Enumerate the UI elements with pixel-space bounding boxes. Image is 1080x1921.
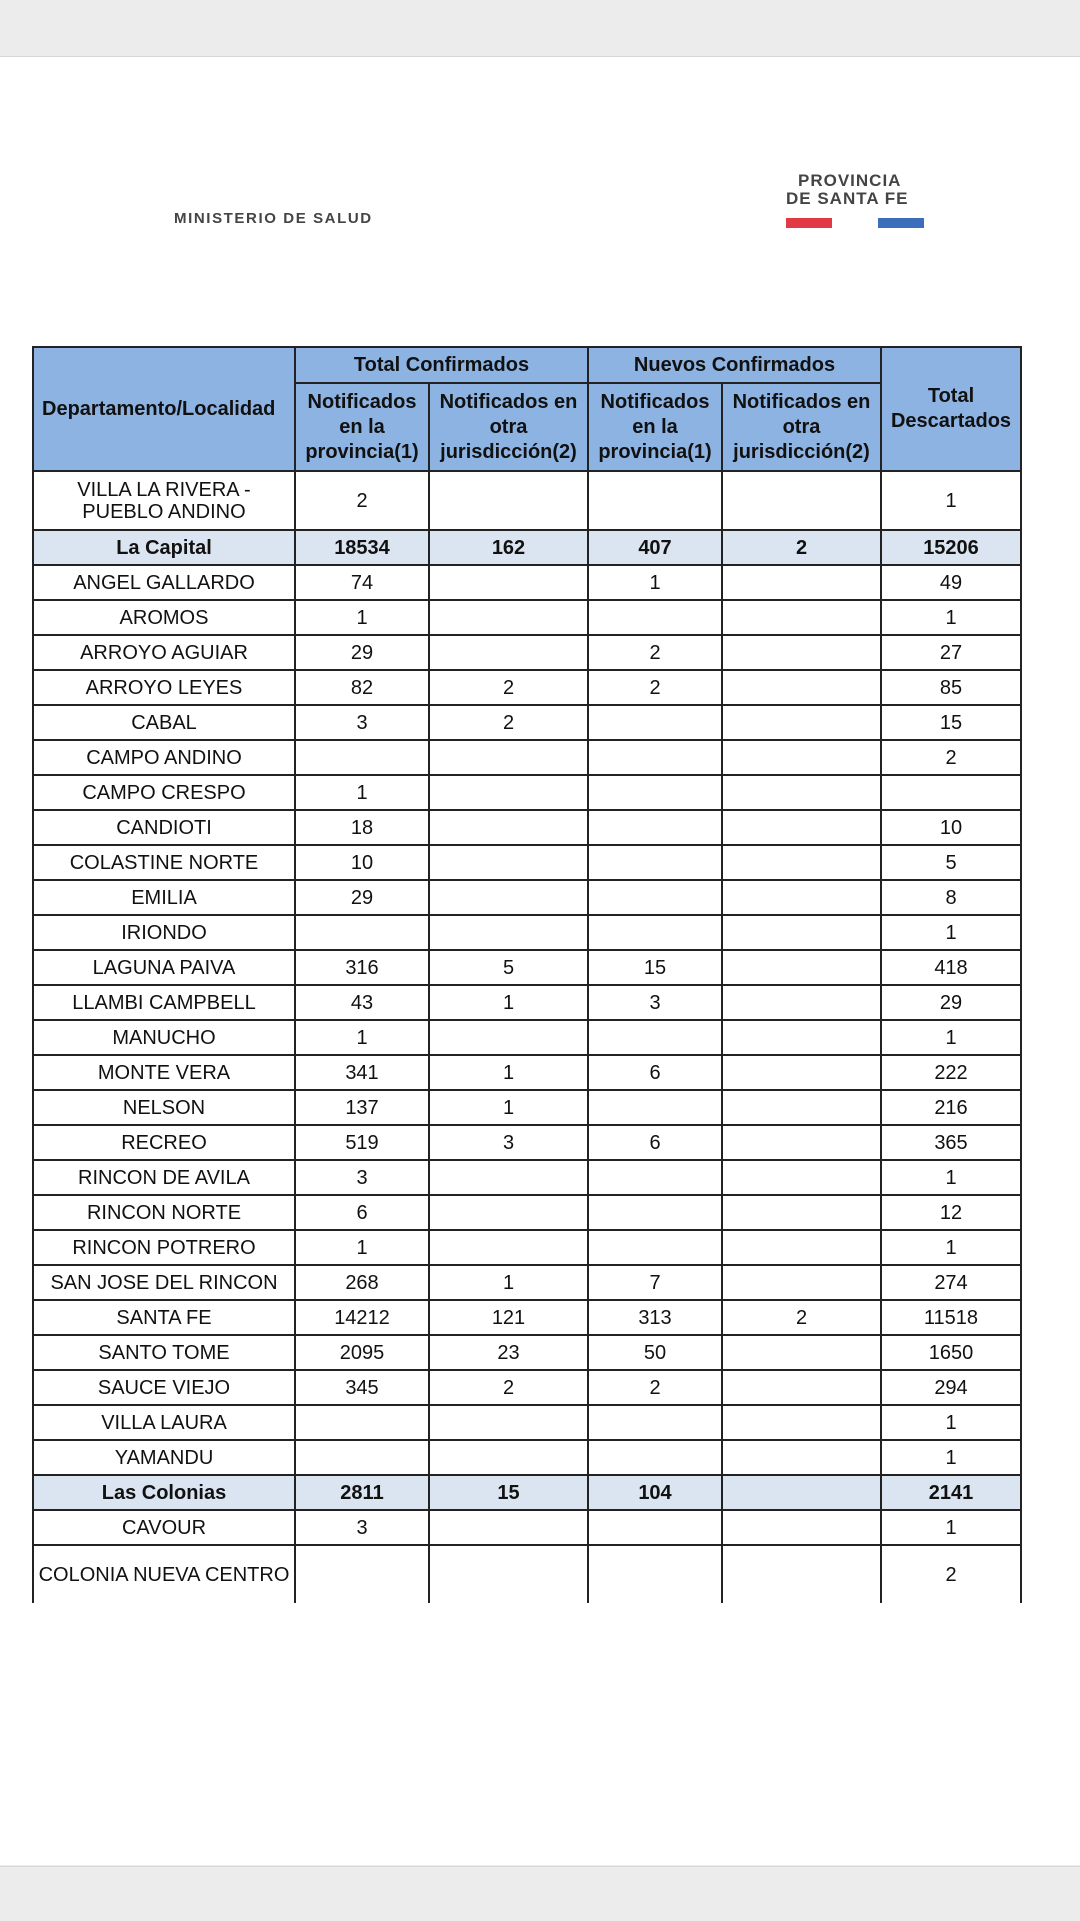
cell-tc-prov: 74 [295, 565, 429, 600]
cell-desc: 12 [881, 1195, 1021, 1230]
cell-tc-prov: 2 [295, 471, 429, 530]
cell-tc-prov: 341 [295, 1055, 429, 1090]
cell-tc-otra: 1 [429, 1055, 588, 1090]
row-name: CANDIOTI [33, 810, 295, 845]
cell-nc-otra [722, 810, 881, 845]
table-row [33, 880, 1021, 915]
table-row [33, 950, 1021, 985]
table-row [33, 670, 1021, 705]
table-row [33, 1020, 1021, 1055]
cell-tc-prov [295, 1545, 429, 1603]
cell-tc-prov: 10 [295, 845, 429, 880]
cell-nc-otra [722, 845, 881, 880]
cell-tc-otra: 121 [429, 1300, 588, 1335]
row-name: La Capital [33, 530, 295, 565]
cell-tc-prov: 29 [295, 880, 429, 915]
cell-tc-prov: 345 [295, 1370, 429, 1405]
table-row [33, 1335, 1021, 1370]
row-name: MANUCHO [33, 1020, 295, 1055]
cell-nc-prov: 7 [588, 1265, 722, 1300]
cell-tc-prov: 43 [295, 985, 429, 1020]
cell-tc-prov: 1 [295, 775, 429, 810]
cell-desc: 8 [881, 880, 1021, 915]
cell-nc-prov [588, 1510, 722, 1545]
header-dept: Departamento/Localidad [33, 347, 295, 471]
cell-tc-prov: 268 [295, 1265, 429, 1300]
row-name: SANTA FE [33, 1300, 295, 1335]
cell-nc-otra [722, 471, 881, 530]
cell-nc-prov: 2 [588, 1370, 722, 1405]
cell-nc-otra [722, 1265, 881, 1300]
row-name: SAN JOSE DEL RINCON [33, 1265, 295, 1300]
cell-nc-prov: 3 [588, 985, 722, 1020]
cell-nc-prov [588, 1020, 722, 1055]
cell-tc-prov [295, 1440, 429, 1475]
cell-nc-otra [722, 1370, 881, 1405]
cell-desc: 1650 [881, 1335, 1021, 1370]
province-logo [786, 172, 926, 228]
table-row [33, 1230, 1021, 1265]
table-row [33, 565, 1021, 600]
row-name: SAUCE VIEJO [33, 1370, 295, 1405]
row-name: EMILIA [33, 880, 295, 915]
cell-desc: 1 [881, 1160, 1021, 1195]
table-row [33, 1440, 1021, 1475]
cell-tc-prov: 82 [295, 670, 429, 705]
cell-tc-otra [429, 1440, 588, 1475]
cell-desc: 1 [881, 1020, 1021, 1055]
cell-tc-prov: 316 [295, 950, 429, 985]
row-name: CAVOUR [33, 1510, 295, 1545]
cell-nc-otra [722, 565, 881, 600]
cell-tc-otra: 1 [429, 1090, 588, 1125]
table-row [33, 1405, 1021, 1440]
cell-nc-prov [588, 1090, 722, 1125]
cell-nc-prov: 104 [588, 1475, 722, 1510]
table-body [33, 471, 1021, 1603]
cell-tc-otra [429, 775, 588, 810]
cell-tc-otra [429, 810, 588, 845]
row-name: YAMANDU [33, 1440, 295, 1475]
row-name: NELSON [33, 1090, 295, 1125]
cell-nc-prov [588, 600, 722, 635]
table-row [33, 1090, 1021, 1125]
cell-nc-otra [722, 1090, 881, 1125]
cell-tc-prov: 3 [295, 1160, 429, 1195]
row-name: VILLA LAURA [33, 1405, 295, 1440]
row-name: VILLA LA RIVERA - PUEBLO ANDINO [33, 471, 295, 530]
table-row [33, 1125, 1021, 1160]
cell-desc: 85 [881, 670, 1021, 705]
row-name: IRIONDO [33, 915, 295, 950]
document-page [0, 57, 1080, 1865]
cell-nc-prov [588, 915, 722, 950]
cell-desc: 1 [881, 1405, 1021, 1440]
table-row [33, 635, 1021, 670]
department-row [33, 1475, 1021, 1510]
cell-nc-otra [722, 1405, 881, 1440]
cell-tc-otra [429, 1020, 588, 1055]
cell-nc-otra [722, 635, 881, 670]
cell-desc: 1 [881, 600, 1021, 635]
cell-nc-otra [722, 1440, 881, 1475]
cell-tc-otra: 3 [429, 1125, 588, 1160]
header-total-descartados: Total Descartados [881, 347, 1021, 471]
row-name: RECREO [33, 1125, 295, 1160]
cell-nc-otra [722, 600, 881, 635]
department-row [33, 530, 1021, 565]
cell-desc: 1 [881, 1440, 1021, 1475]
row-name: AROMOS [33, 600, 295, 635]
cell-tc-otra [429, 600, 588, 635]
cell-desc: 5 [881, 845, 1021, 880]
cell-tc-otra [429, 740, 588, 775]
cell-tc-prov: 2811 [295, 1475, 429, 1510]
cell-desc: 10 [881, 810, 1021, 845]
row-name: SANTO TOME [33, 1335, 295, 1370]
cell-tc-otra [429, 1195, 588, 1230]
cell-nc-prov: 313 [588, 1300, 722, 1335]
cell-tc-prov [295, 1405, 429, 1440]
cell-tc-prov: 137 [295, 1090, 429, 1125]
cell-nc-prov [588, 1440, 722, 1475]
cell-tc-otra [429, 635, 588, 670]
cell-nc-prov: 2 [588, 670, 722, 705]
cell-desc: 2 [881, 1545, 1021, 1603]
cell-nc-prov: 15 [588, 950, 722, 985]
cell-tc-otra: 2 [429, 705, 588, 740]
cell-tc-otra: 162 [429, 530, 588, 565]
cell-tc-prov: 2095 [295, 1335, 429, 1370]
cell-tc-prov: 1 [295, 600, 429, 635]
header-tc-notif-prov: Notificados en la provincia(1) [295, 383, 429, 471]
province-logo-line2: DE SANTA FE [786, 189, 909, 208]
cell-tc-prov: 18 [295, 810, 429, 845]
cell-desc: 365 [881, 1125, 1021, 1160]
cell-nc-prov [588, 845, 722, 880]
cell-nc-prov [588, 1195, 722, 1230]
cell-nc-prov [588, 471, 722, 530]
cell-nc-prov [588, 1160, 722, 1195]
table-row [33, 1300, 1021, 1335]
cell-desc: 1 [881, 1510, 1021, 1545]
cell-desc: 1 [881, 471, 1021, 530]
cell-tc-prov [295, 740, 429, 775]
cell-nc-otra: 2 [722, 530, 881, 565]
cell-nc-otra [722, 880, 881, 915]
cell-nc-prov: 1 [588, 565, 722, 600]
cell-desc: 1 [881, 915, 1021, 950]
cell-tc-otra [429, 1545, 588, 1603]
table-row [33, 1195, 1021, 1230]
cell-nc-prov [588, 880, 722, 915]
flag-bar-red [786, 218, 832, 228]
cell-tc-otra [429, 845, 588, 880]
cell-tc-prov: 14212 [295, 1300, 429, 1335]
row-name: LAGUNA PAIVA [33, 950, 295, 985]
cell-desc [881, 775, 1021, 810]
table-row [33, 471, 1021, 530]
flag-bar-blue [878, 218, 924, 228]
table-row [33, 775, 1021, 810]
cell-nc-otra [722, 950, 881, 985]
cell-nc-otra [722, 740, 881, 775]
cell-nc-otra [722, 915, 881, 950]
cell-nc-otra [722, 1055, 881, 1090]
cell-desc: 29 [881, 985, 1021, 1020]
table-row [33, 1370, 1021, 1405]
cell-nc-otra [722, 1230, 881, 1265]
cell-tc-otra: 23 [429, 1335, 588, 1370]
cell-nc-prov [588, 1230, 722, 1265]
row-name: CAMPO CRESPO [33, 775, 295, 810]
cell-tc-prov: 1 [295, 1230, 429, 1265]
cell-tc-prov: 3 [295, 1510, 429, 1545]
cell-desc: 15 [881, 705, 1021, 740]
row-name: CABAL [33, 705, 295, 740]
cell-tc-otra: 15 [429, 1475, 588, 1510]
cell-desc: 2 [881, 740, 1021, 775]
row-name: ANGEL GALLARDO [33, 565, 295, 600]
table-row [33, 985, 1021, 1020]
cell-tc-otra [429, 1405, 588, 1440]
flag-bars [786, 218, 926, 228]
cell-desc: 15206 [881, 530, 1021, 565]
table-row [33, 1055, 1021, 1090]
cell-nc-prov: 407 [588, 530, 722, 565]
cell-nc-otra [722, 1195, 881, 1230]
cell-nc-prov [588, 810, 722, 845]
cell-nc-otra: 2 [722, 1300, 881, 1335]
cell-desc: 294 [881, 1370, 1021, 1405]
table-row [33, 810, 1021, 845]
cell-tc-otra: 2 [429, 670, 588, 705]
row-name: RINCON DE AVILA [33, 1160, 295, 1195]
cell-desc: 216 [881, 1090, 1021, 1125]
cell-nc-otra [722, 1160, 881, 1195]
cell-nc-prov: 6 [588, 1125, 722, 1160]
cell-tc-otra [429, 1510, 588, 1545]
cell-desc: 418 [881, 950, 1021, 985]
cell-desc: 274 [881, 1265, 1021, 1300]
table-row [33, 1265, 1021, 1300]
cell-tc-otra: 1 [429, 1265, 588, 1300]
cell-nc-otra [722, 1510, 881, 1545]
cell-nc-otra [722, 985, 881, 1020]
cell-nc-prov: 50 [588, 1335, 722, 1370]
cell-tc-otra [429, 1160, 588, 1195]
header-tc-notif-otra: Notificados en otra jurisdicción(2) [429, 383, 588, 471]
cell-tc-otra [429, 880, 588, 915]
cell-desc: 2141 [881, 1475, 1021, 1510]
cell-tc-otra: 5 [429, 950, 588, 985]
cell-tc-otra [429, 1230, 588, 1265]
header-nc-notif-prov: Notificados en la provincia(1) [588, 383, 722, 471]
row-name: LLAMBI CAMPBELL [33, 985, 295, 1020]
row-name: MONTE VERA [33, 1055, 295, 1090]
cell-nc-prov [588, 705, 722, 740]
cell-nc-otra [722, 670, 881, 705]
cell-tc-prov: 29 [295, 635, 429, 670]
cell-nc-otra [722, 1335, 881, 1370]
row-name: RINCON POTRERO [33, 1230, 295, 1265]
cell-nc-otra [722, 1545, 881, 1603]
row-name: COLONIA NUEVA CENTRO [33, 1545, 295, 1603]
cell-desc: 222 [881, 1055, 1021, 1090]
cell-tc-otra [429, 565, 588, 600]
cell-nc-prov [588, 1545, 722, 1603]
cases-table [32, 346, 1022, 1603]
ministry-label: MINISTERIO DE SALUD [174, 210, 373, 227]
cell-tc-otra [429, 471, 588, 530]
cell-desc: 49 [881, 565, 1021, 600]
cell-tc-prov: 1 [295, 1020, 429, 1055]
row-name: Las Colonias [33, 1475, 295, 1510]
row-name: ARROYO LEYES [33, 670, 295, 705]
row-name: ARROYO AGUIAR [33, 635, 295, 670]
table-row [33, 1510, 1021, 1545]
cell-nc-otra [722, 1020, 881, 1055]
table-row [33, 705, 1021, 740]
cell-nc-otra [722, 1475, 881, 1510]
header-nc-notif-otra: Notificados en otra jurisdicción(2) [722, 383, 881, 471]
table-row [33, 915, 1021, 950]
cell-tc-otra [429, 915, 588, 950]
cell-tc-prov [295, 915, 429, 950]
cell-desc: 1 [881, 1230, 1021, 1265]
cell-tc-prov: 6 [295, 1195, 429, 1230]
cell-tc-prov: 18534 [295, 530, 429, 565]
header-total-confirmados: Total Confirmados [295, 347, 588, 383]
cell-nc-otra [722, 705, 881, 740]
cell-nc-prov: 6 [588, 1055, 722, 1090]
table-row [33, 600, 1021, 635]
cell-nc-prov [588, 740, 722, 775]
cell-tc-otra: 1 [429, 985, 588, 1020]
cell-nc-prov: 2 [588, 635, 722, 670]
cell-desc: 27 [881, 635, 1021, 670]
header-nuevos-confirmados: Nuevos Confirmados [588, 347, 881, 383]
row-name: CAMPO ANDINO [33, 740, 295, 775]
row-name: RINCON NORTE [33, 1195, 295, 1230]
table-row [33, 1545, 1021, 1603]
table-row [33, 1160, 1021, 1195]
cell-desc: 11518 [881, 1300, 1021, 1335]
viewer-bottom-bar [0, 1866, 1080, 1921]
cell-nc-otra [722, 1125, 881, 1160]
table-row [33, 845, 1021, 880]
viewer-top-bar [0, 0, 1080, 57]
province-logo-line1: PROVINCIA [798, 171, 902, 190]
cell-tc-prov: 519 [295, 1125, 429, 1160]
row-name: COLASTINE NORTE [33, 845, 295, 880]
table-row [33, 740, 1021, 775]
cell-nc-prov [588, 775, 722, 810]
cell-tc-otra: 2 [429, 1370, 588, 1405]
cell-nc-otra [722, 775, 881, 810]
cell-tc-prov: 3 [295, 705, 429, 740]
cell-nc-prov [588, 1405, 722, 1440]
